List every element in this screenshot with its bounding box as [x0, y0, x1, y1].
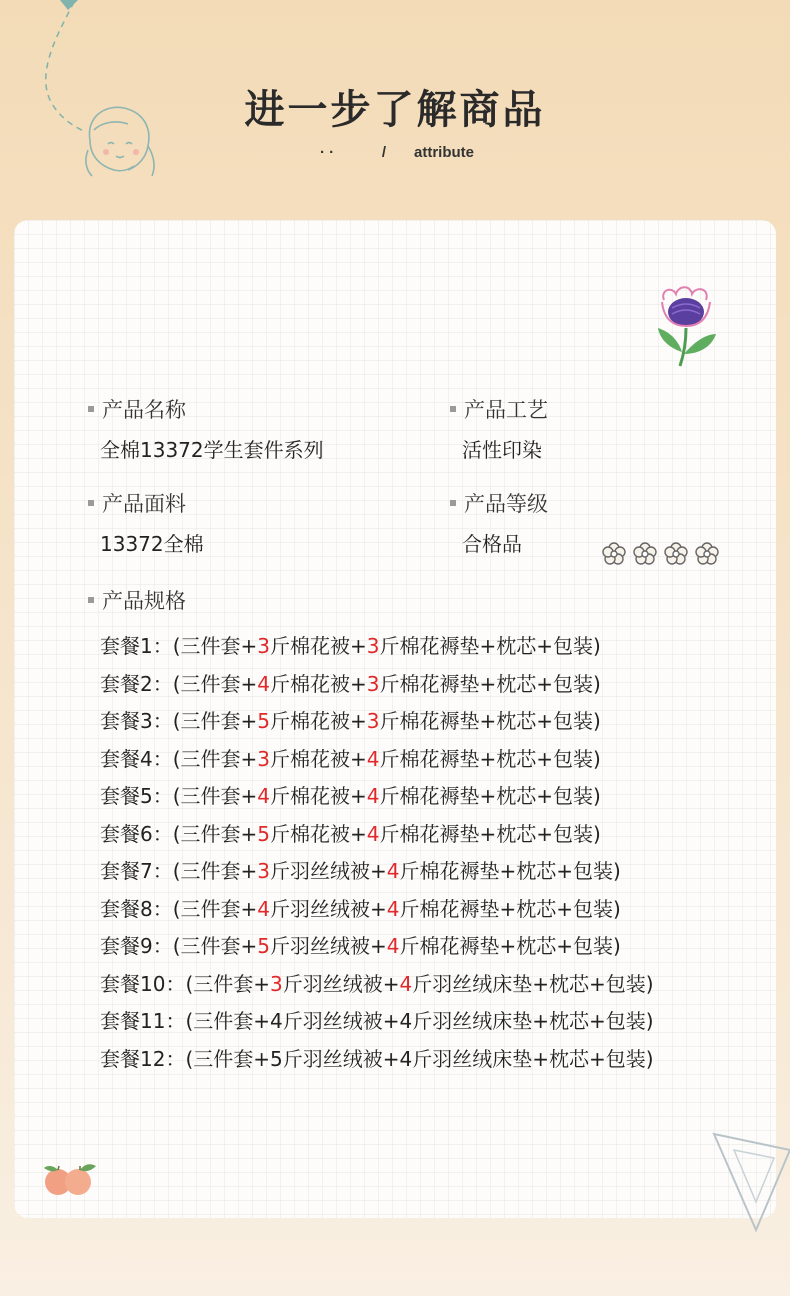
bullet-icon [88, 597, 94, 603]
spec-item: 套餐12：(三件套+5斤羽丝绒被+4斤羽丝绒床垫+枕芯+包装) [100, 1046, 654, 1071]
product-fabric-label: 产品面料 [102, 492, 186, 516]
field-product-fabric [88, 488, 204, 557]
field-product-craft [450, 394, 548, 463]
spec-item: 套餐7：(三件套+3斤羽丝绒被+4斤棉花褥垫+枕芯+包装) [100, 859, 621, 883]
product-name-value: 全棉13372学生套件系列 [100, 438, 324, 462]
subtitle [320, 144, 474, 161]
spec-item: 套餐2：(三件套+4斤棉花被+3斤棉花褥垫+枕芯+包装) [100, 671, 601, 696]
product-grade-value: 合格品 [462, 532, 522, 556]
field-product-name [88, 394, 324, 463]
spec-item: 套餐8：(三件套+4斤羽丝绒被+4斤棉花褥垫+枕芯+包装) [100, 896, 621, 921]
spec-item: 套餐4：(三件套+3斤棉花被+4斤棉花褥垫+枕芯+包装) [100, 746, 601, 771]
product-craft-value: 活性印染 [462, 438, 542, 462]
product-grade-label: 产品等级 [464, 492, 548, 516]
spec-item: 套餐10：(三件套+3斤羽丝绒被+4斤羽丝绒床垫+枕芯+包装) [100, 971, 654, 996]
spec-item: 套餐9：(三件套+5斤羽丝绒被+4斤棉花褥垫+枕芯+包装) [100, 934, 621, 958]
spec-item: 套餐1：(三件套+3斤棉花被+3斤棉花褥垫+枕芯+包装) [100, 634, 601, 658]
spec-item: 套餐3：(三件套+5斤棉花被+3斤棉花褥垫+枕芯+包装) [100, 709, 601, 733]
tulip-icon [650, 282, 730, 372]
bullet-icon [88, 500, 94, 506]
field-product-spec [88, 585, 186, 615]
subtitle-dots: · · [320, 144, 335, 161]
peaches-icon [40, 1156, 100, 1198]
product-craft-label: 产品工艺 [464, 398, 548, 422]
product-fabric-value: 13372全棉 [100, 532, 204, 556]
bullet-icon [88, 406, 94, 412]
subtitle-slash: / [381, 144, 387, 161]
spec-item: 套餐5：(三件套+4斤棉花被+4斤棉花褥垫+枕芯+包装) [100, 784, 601, 808]
spec-item: 套餐11：(三件套+4斤羽丝绒被+4斤羽丝绒床垫+枕芯+包装) [100, 1009, 654, 1033]
triangle-ruler-icon [700, 1126, 790, 1236]
subtitle-word: attribute [414, 144, 474, 161]
field-product-grade [450, 488, 548, 557]
product-spec-label: 产品规格 [102, 589, 186, 613]
bullet-icon [450, 500, 456, 506]
spec-item: 套餐6：(三件套+5斤棉花被+4斤棉花褥垫+枕芯+包装) [100, 821, 601, 846]
spec-list [100, 628, 654, 1078]
bullet-icon [450, 406, 456, 412]
flowers-row-icon [600, 540, 724, 568]
page-title: 进一步了解商品 [244, 87, 546, 133]
product-name-label: 产品名称 [102, 398, 186, 422]
